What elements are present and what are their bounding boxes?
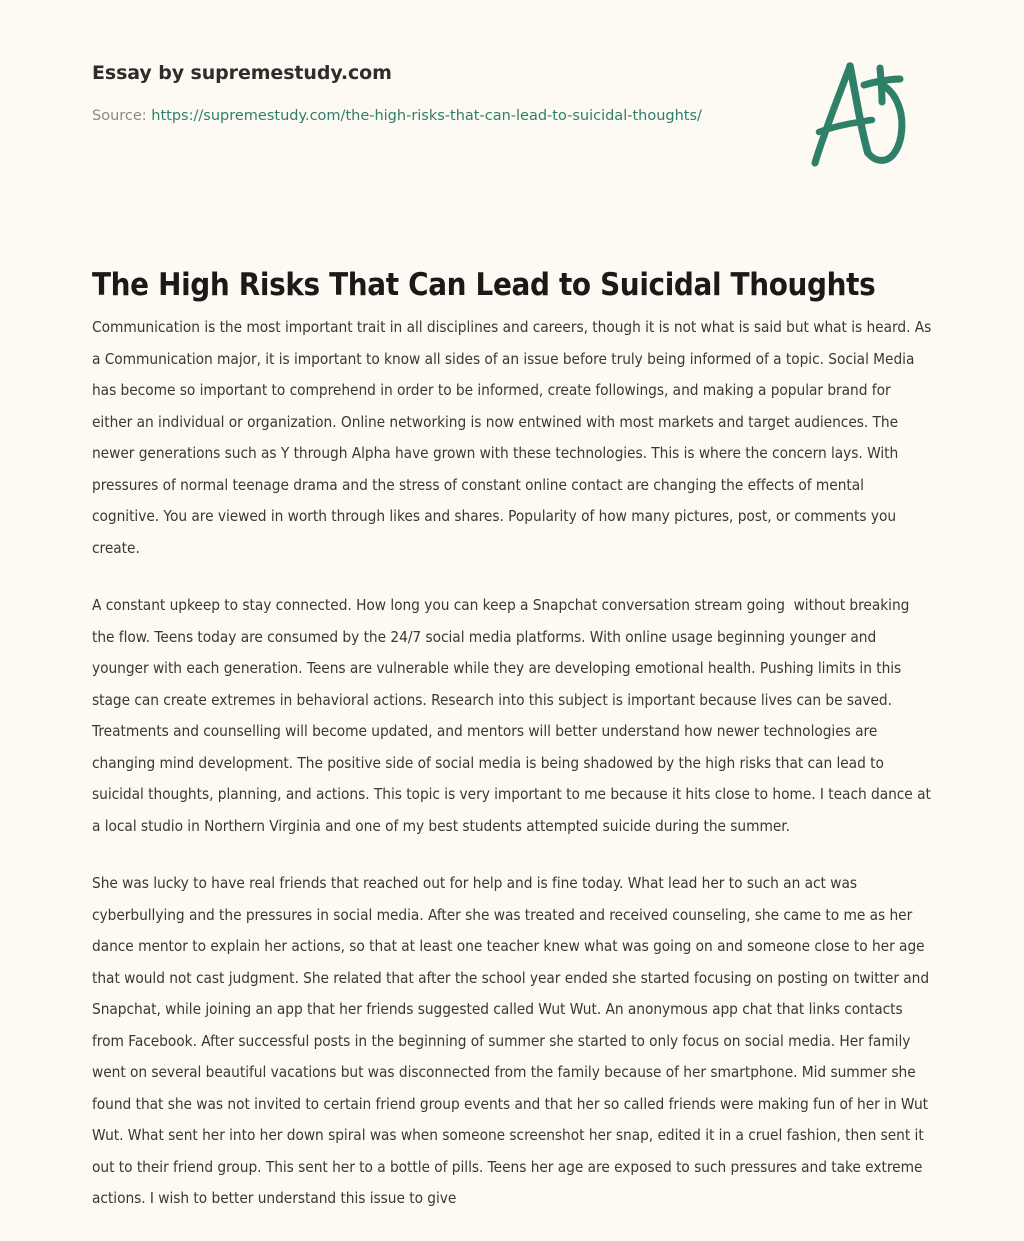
page-header [92, 62, 792, 125]
source-line [92, 108, 792, 125]
a-plus-logo-icon [806, 48, 916, 178]
essay-attribution: Essay by supremestudy.com [92, 62, 392, 84]
article-body [92, 312, 1024, 1241]
source-url-link[interactable]: https://supremestudy.com/the-high-risks-that-can-lead-to-suicidal-thoughts/ [151, 107, 702, 124]
article-paragraph: She was lucky to have real friends that reached out for help and is fine today. What lead her to such an act was cyberbullying and the pressures in social media. After she was treated and received counseling, she came to me as her dance mentor to explain her actions, so that at least one teacher knew what was going on and someone close to her age that would not cast judgment. She related that after the school year ended she started focusing on posting on twitter and Snapchat, while joining an app that her friends suggested called Wut Wut. An anonymous app chat that links contacts from Facebook. After successful posts in the beginning of summer she started to only focus on social media. Her family went on several beautiful vacations but was disconnected from the family because of her smartphone. Mid summer she found that she was not invited to certain friend group events and that her so called friends were making fun of her in Wut Wut. What sent her into her down spiral was when someone screenshot her snap, edited it in a cruel fashion, then sent it out to their friend group. This sent her to a bottle of pills. Teens her age are exposed to such pressures and take extreme actions. I wish to better understand this issue to give [92, 874, 934, 1207]
article-paragraph: Communication is the most important trait in all disciplines and careers, though it is not what is said but what is heard. As a Communication major, it is important to know all sides of an issue before truly being informed of a topic. Social Media has become so important to comprehend in order to be informed, create followings, and making a popular brand for either an individual or organization. Online networking is now entwined with most markets and target audiences. The newer generations such as Y through Alpha have grown with these technologies. This is where the concern lays. With pressures of normal teenage drama and the stress of constant online contact are changing the effects of mental cognitive. You are viewed in worth through likes and shares. Popularity of how many pictures, post, or comments you create. [92, 318, 936, 557]
a-plus-logo [806, 48, 916, 178]
source-label: Source: [92, 107, 147, 124]
page-title: The High Risks That Can Lead to Suicidal Thoughts [92, 266, 876, 303]
article-paragraph: A constant upkeep to stay connected. How long you can keep a Snapchat conversation stream going without breaking the flow. Teens today are consumed by the 24/7 social media platforms. With online usage beginning younger and younger with each generation. Teens are vulnerable while they are developing emotional health. Pushing limits in this stage can create extremes in behavioral actions. Research into this subject is important because lives can be saved. Treatments and counselling will become updated, and mentors will better understand how newer technologies are changing mind development. The positive side of social media is being shadowed by the high risks that can lead to suicidal thoughts, planning, and actions. This topic is very important to me because it hits close to home. I teach dance at a local studio in Northern Virginia and one of my best students attempted suicide during the summer. [92, 596, 936, 835]
